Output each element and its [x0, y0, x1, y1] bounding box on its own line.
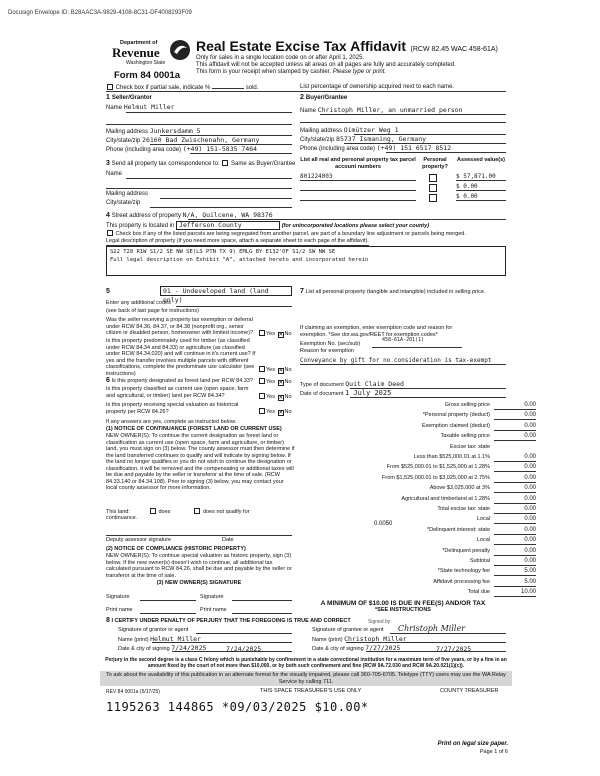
tax-row-label: Taxable selling price: [440, 433, 490, 440]
reason-label: Reason for exemption: [300, 348, 354, 354]
buyer-city-field[interactable]: 85737 Ismaning, Germany: [336, 135, 427, 143]
tax-row-value[interactable]: 0.00: [494, 496, 536, 504]
assessed-value-field[interactable]: $ 0.00: [456, 183, 506, 191]
county-select[interactable]: Jefferson County: [176, 221, 280, 230]
s5-q1-no[interactable]: [278, 332, 284, 338]
legal-line-2: Full legal description on Exhibit "A", attached hereto and incorporated herein: [110, 257, 369, 263]
grantee-date-field[interactable]: 7/27/2025: [365, 644, 401, 652]
see-instructions: *SEE INSTRUCTIONS: [375, 607, 431, 613]
s5-q2-no[interactable]: [278, 368, 284, 374]
exemption-claim: If claiming an exemption, enter exemption code and reason for exemption. *See dor.wa.gov/REET for exemption codes*: [300, 325, 453, 338]
minimum-due: A MINIMUM OF $10.00 IS DUE IN FEE(S) AND/OR TAX: [320, 600, 486, 607]
deputy-date-label: Date: [222, 537, 234, 543]
s6-q1-row: [106, 377, 260, 385]
grantee-name-label: Name (print): [312, 637, 343, 643]
form-title-row: [196, 38, 498, 56]
seller-name-label: Name: [106, 105, 123, 111]
personal-property-checkbox[interactable]: [429, 184, 437, 192]
tax-row-value[interactable]: 0.00: [494, 548, 536, 556]
continuance-label: continuance.: [106, 515, 138, 521]
section-7-no: 7: [300, 288, 304, 295]
no-label: No: [284, 409, 292, 415]
tax-row-value[interactable]: 0.00: [494, 558, 536, 566]
treasurer-space: THIS SPACE TREASURER'S USE ONLY: [260, 688, 362, 694]
tax-row-label: Subtotal: [469, 558, 490, 564]
section-8-no: 8: [106, 617, 110, 624]
tax-row-label: *Delinquent penalty: [442, 547, 490, 554]
seller-city-label: City/state/zip: [106, 138, 141, 144]
corr-name-label: Name: [106, 171, 123, 177]
accessibility-notice: To ask about the availability of this publication in an alternate format for the visually impaired, please call 360-705-6705. Teletype (TTY) users may use the WA Relay Service by calling 711.: [100, 671, 512, 686]
form-number: Form 84 0001a: [114, 70, 181, 81]
yes-label: Yes: [266, 379, 275, 385]
grantor-date-label: Date & city of signing: [118, 646, 170, 652]
logo-revenue: Revenue: [112, 45, 160, 60]
section-2-heading: [300, 94, 347, 102]
new-owner-signature-1: Signature: [106, 594, 130, 600]
revision: REV 84 0001a (5/17/25): [106, 689, 160, 695]
street-label: Street address of property: [111, 213, 181, 219]
parcel-number-field[interactable]: 801224003: [300, 173, 416, 181]
tax-row-label: *Personal property (deduct): [422, 412, 490, 419]
s5-q2-answer: [258, 366, 292, 374]
tax-row-value[interactable]: 5.00: [494, 568, 536, 576]
yes-label: Yes: [266, 394, 275, 400]
tax-row-value[interactable]: 0.00: [494, 464, 536, 472]
tax-row-label: Above $3,025,000 at 3%: [429, 485, 490, 492]
segregated-label: Check box if any of the listed parcels are being segregated from another parcel, are part of a boundary line adjustment or parcels being merged.: [115, 231, 466, 237]
section-4-no: 4: [106, 212, 110, 219]
personal-property-checkbox[interactable]: [429, 194, 437, 202]
same-as-buyer-label: Same as Buyer/Grantee: [231, 161, 296, 167]
grantee-signature[interactable]: Christoph Miller: [398, 624, 466, 633]
tax-row-label: Affidavit processing fee: [433, 578, 490, 585]
corr-city-label: City/state/zip: [106, 200, 141, 206]
tax-row-value[interactable]: 5.00: [494, 579, 536, 587]
s5-q2: Is this property predominately used for timber (as classified under RCW 84.34 and 84.33) or agriculture (as classified under RCW 84.34.020) and will continue in it's current use? If yes and the transfer involves multiple parcels with different classifications, complete the predominate use calculator (see instructions): [106, 338, 256, 377]
s6-q3-yes[interactable]: [259, 408, 265, 414]
seller-name-field[interactable]: Helmut Miller: [123, 103, 175, 111]
grantor-name-field[interactable]: Helmut Miller: [150, 635, 201, 643]
tax-row-value[interactable]: 0.00: [494, 475, 536, 483]
s6-q1-no[interactable]: [278, 380, 284, 386]
assessed-value-field[interactable]: $ 57,871.00: [456, 173, 506, 181]
tax-row-value[interactable]: 0.00: [494, 485, 536, 493]
section-6-no: 6: [106, 377, 110, 384]
s6-q3: Is this property receiving special valuation as historical property per RCW 84.26?: [106, 402, 239, 415]
s6-instructions: If any answers are yes, complete as instructed below.: [106, 419, 237, 425]
tax-row-label: Excise tax: state: [449, 443, 490, 450]
tax-row-value[interactable]: 0.00: [494, 527, 536, 535]
notice-2-title: (2) NOTICE OF COMPLIANCE (HISTORIC PROPERTY): [106, 546, 246, 552]
notice-1-body: NEW OWNER(S): To continue the current designation as forest land or classification as current use (open space, farm and agriculture, or timber) land, you must sign on (3) below. The county assessor must then determine if the land transferred continues to qualify and will indicate by signing below. If the land no longer qualifies or you do not wish to continue the designation or classification, it will be removed and the compensating or additional taxes will be due and payable by the seller or transferor at the time of sale. (RCW 84.33.140 or 84.34.108). Prior to signing (3) below, you may contact your local county assessor for more information.: [106, 433, 295, 491]
tax-row-label: Local: [476, 516, 490, 523]
no-label: No: [284, 367, 292, 373]
tax-row-value[interactable]: 0.00: [494, 433, 536, 441]
new-owner-print-2: Print name: [200, 607, 227, 613]
signed-by-label: Signed by:: [368, 619, 392, 625]
section-7-title: List all personal property (tangible and intangible) included in selling price.: [305, 289, 486, 295]
exemption-no-label: Exemption No. (sec/sub): [300, 341, 361, 347]
does-not-label: does not qualify for: [202, 509, 250, 515]
dor-swirl-icon: [168, 38, 192, 62]
treasurer-stamp: 1195263 144865 *09/03/2025 $10.00*: [106, 700, 369, 714]
assessed-col-header: Assessed value(s): [457, 157, 505, 163]
no-label: No: [284, 379, 292, 385]
header-line-3: [196, 69, 386, 76]
form-title: Real Estate Excise Tax Affidavit: [196, 38, 407, 54]
header-line-2: This affidavit will not be accepted unless all areas on all pages are fully and accurately completed.: [196, 62, 456, 68]
s6-q2-answer: [258, 393, 292, 401]
s6-q1-answer: [258, 378, 292, 386]
page-number: Page 1 of 6: [479, 749, 508, 755]
does-checkbox[interactable]: [150, 508, 156, 514]
certify-statement: I CERTIFY UNDER PENALTY OF PERJURY THAT THE FOREGOING IS TRUE AND CORRECT: [111, 618, 351, 624]
yes-label: Yes: [266, 367, 275, 373]
parcel-number-field[interactable]: [300, 183, 416, 191]
header-line-3b: Please type or print.: [332, 69, 387, 75]
perjury-notice: Perjury in the second degree is a class C felony which is punishable by confinement in a state correctional institution for a maximum term of five years, or by a fine in an amount fixed by the court of not more than $10,000, or by both such confinement and fine (RCW 9A.72.030 and RCW 9A.20.021(1)(c)).: [105, 657, 507, 669]
county-row: [106, 221, 429, 230]
envelope-id: Docusign Envelope ID: B28AAC3A-9829-4108-8C31-DF4008293F09: [8, 10, 192, 16]
tax-row-label: Agricultural and timberland at 1.28%: [401, 495, 490, 502]
reason-field[interactable]: Conveyance by gift for no consideration is tax-exempt: [300, 357, 492, 364]
this-land-label: This land:: [106, 509, 130, 515]
grantor-name-label: Name (print): [118, 637, 149, 643]
section-3-heading: [106, 160, 295, 168]
land-use-select[interactable]: 91 - Undeveloped land (land only): [160, 286, 292, 296]
sold-label: sold.: [245, 85, 259, 91]
street-field[interactable]: N/A, Quilcene, WA 98376: [182, 211, 273, 219]
tax-row-label: From $525,000.01 to $1,525,000 at 1.28%: [386, 464, 490, 471]
assessed-value-field[interactable]: $ 0.00: [456, 193, 506, 201]
local-rate: 0.0050: [374, 521, 393, 527]
logo-state: Washington State: [126, 60, 166, 66]
tax-row-label: Gross selling price: [444, 402, 490, 408]
certify-row: [106, 617, 351, 625]
yes-label: Yes: [266, 409, 275, 415]
tax-row-label: From $1,525,000.01 to $3,025,000 at 2.75%: [382, 474, 490, 481]
s5-q1-answer: [258, 330, 292, 338]
seller-city-field[interactable]: 26160 Bad Zwischenahn, Germany: [142, 136, 260, 144]
grantee-date-field-2[interactable]: 7/27/2025: [436, 645, 472, 653]
logo-dept: Department of: [120, 40, 158, 46]
tax-row-value[interactable]: 0.00: [494, 423, 536, 431]
notice-1-title: (1) NOTICE OF CONTINUANCE (FOREST LAND OR CURRENT USE): [106, 426, 282, 432]
doc-type-label: Type of document: [300, 382, 344, 388]
additional-codes-note: (see back of last page for instructions): [106, 308, 199, 314]
tax-row-value[interactable]: 0.00: [494, 412, 536, 420]
buyer-mailing-label: Mailing address: [300, 128, 343, 134]
notice-2-body: NEW OWNER(S): To continue special valuation as historic property, sign (3) below. If the new owner(s) doesn't wish to continue, all additional tax calculated pursuant to RCW 84.26, shall be due and payable by the seller or transferor at the time of sale.: [106, 553, 292, 579]
buyer-name-label: Name: [300, 108, 317, 114]
tax-row-value[interactable]: 0.00: [494, 454, 536, 462]
parcel-number-field[interactable]: [300, 193, 416, 201]
additional-codes-label: Enter any additional codes: [106, 300, 171, 306]
buyer-mailing-field[interactable]: Oimützer Weg 1: [343, 126, 399, 134]
section-1-title: Seller/Grantor: [111, 95, 152, 101]
notice-3-title: (3) NEW OWNER(S) SIGNATURE: [156, 580, 242, 586]
s6-q1-yes[interactable]: [259, 378, 265, 384]
tax-row-value[interactable]: 0.00: [494, 402, 536, 410]
grantor-date-field-2[interactable]: 7/24/2025: [226, 645, 262, 653]
county-note: (for unincorporated locations please select your county): [281, 223, 430, 229]
tax-row-label: Less than $525,000.01 at 1.1%: [413, 454, 490, 460]
doc-type-field[interactable]: Quit Claim Deed: [345, 380, 404, 388]
s6-q2-yes[interactable]: [259, 393, 265, 399]
buyer-name-field[interactable]: Christoph Miller, an unmarried person: [317, 106, 463, 114]
section-3-no: 3: [106, 160, 110, 167]
segregated-checkbox[interactable]: [107, 230, 113, 236]
seller-phone-label: Phone (including area code): [106, 147, 182, 153]
exemption-no-row: [300, 341, 360, 348]
tax-row-label: *Delinquent interest: state: [427, 526, 490, 533]
s6-q1: Is this property designated as forest land per RCW 84.33?: [111, 378, 253, 384]
s5-q1-yes[interactable]: [259, 330, 265, 336]
new-owner-print-1: Print name: [106, 607, 133, 613]
legal-label: Legal description of property (if you need more space, attach a separate sheet to each page of the affidavit).: [106, 238, 369, 244]
section-1-heading: [106, 94, 152, 102]
legal-size-note: Print on legal size paper.: [437, 741, 508, 747]
s5-q2-yes[interactable]: [259, 366, 265, 372]
legal-line-1: S22 T28 R1W S1/2 SE NW SE(LS PTN TX 9) EMLG BY E132'OF S1/2 SW NW SE: [110, 249, 336, 255]
no-label: No: [284, 331, 292, 337]
yes-label: Yes: [266, 331, 275, 337]
dor-logo: [112, 34, 192, 84]
seller-phone-field[interactable]: (+49) 151-5835 7464: [182, 145, 258, 153]
same-as-buyer-checkbox[interactable]: [222, 160, 228, 166]
exemption-no-field[interactable]: 458-61A-201(1): [382, 337, 425, 343]
section-7-row: [300, 288, 506, 296]
partial-pct-field[interactable]: [212, 88, 244, 89]
tax-row-value[interactable]: 0.00: [494, 537, 536, 545]
grantor-signature-label: Signature of grantor or agent: [118, 627, 189, 633]
partial-sale-label: Check box if partial sale, indicate %: [115, 85, 211, 91]
doc-date-label: Date of document: [300, 391, 344, 397]
s5-q1: Was the seller receiving a property tax exemption or deferral under RCW 84.36, 84.37, or 84.38 (nonprofit org., senior citizen or disabled person, homeowner with limited income)?: [106, 317, 254, 336]
tax-row-label: Total excise tax: state: [437, 506, 490, 512]
tax-row-label: *State technology fee: [437, 568, 490, 575]
s6-q2-no[interactable]: [278, 395, 284, 401]
section-3-title: Send all property tax correspondence to:: [111, 161, 220, 167]
section-2-no: 2: [300, 94, 304, 101]
section-2-title: Buyer/Grantee: [305, 95, 348, 101]
legal-description-field[interactable]: [106, 246, 506, 276]
seller-mailing-label: Mailing address: [106, 129, 149, 135]
header-line-1: Only for sales in a single location code on or after April 1, 2025.: [196, 55, 365, 61]
personal-col-header: Personal property?: [422, 157, 448, 170]
does-label: does: [158, 509, 171, 515]
seller-name-row: [106, 104, 292, 112]
section-5-no: 5: [106, 288, 110, 295]
section-1-no: 1: [106, 94, 110, 101]
segregated-row: [106, 230, 466, 238]
grantor-date-field[interactable]: 7/24/2025: [171, 644, 207, 652]
tax-row-label: Exemption claimed (deduct): [421, 422, 490, 429]
grantee-date-label: Date & city of signing: [312, 646, 364, 652]
seller-mailing-field[interactable]: Junkersdamm 5: [149, 127, 201, 135]
county-label: This property is located in: [106, 223, 175, 229]
deputy-signature-label: Deputy assessor signature: [106, 537, 172, 543]
s6-q2: Is this property classified as current use (open space, farm and agricultural, or timber) land per RCW 84.34?: [106, 386, 249, 399]
county-treasurer: COUNTY TREASURER: [440, 688, 499, 694]
partial-sale-checkbox[interactable]: [107, 84, 113, 90]
tax-row-label: Local: [476, 537, 490, 544]
s6-q3-answer: [258, 408, 292, 416]
tax-row-value[interactable]: 10.00: [494, 589, 536, 597]
new-owner-signature-2: Signature: [200, 594, 224, 600]
corr-mailing-label: Mailing address: [106, 191, 149, 197]
buyer-phone-label: Phone (including area code): [300, 146, 376, 152]
buyer-phone-field[interactable]: (+49) 151 6517 8512: [376, 144, 452, 152]
header-line-3a: This form is your receipt when stamped by cashier.: [196, 69, 332, 75]
does-not-checkbox[interactable]: [194, 508, 200, 514]
personal-property-checkbox[interactable]: [429, 174, 437, 182]
tax-row-value[interactable]: 0.00: [494, 506, 536, 514]
grantee-name-field[interactable]: Christoph Miller: [344, 635, 407, 643]
tax-row-value[interactable]: 0.00: [494, 516, 536, 524]
no-label: No: [284, 394, 292, 400]
buyer-city-label: City/state/zip: [300, 137, 335, 143]
parcel-col-header: List all real and personal property tax parcel account numbers: [300, 157, 416, 170]
grantee-signature-label: Signature of grantee or agent: [312, 627, 384, 633]
tax-row-label: Total due: [467, 589, 490, 596]
s6-q3-no[interactable]: [278, 410, 284, 416]
list-percentage: List percentage of ownership acquired next to each name.: [300, 84, 455, 90]
form-rcw: (RCW 82.45 WAC 458-61A): [410, 46, 498, 53]
doc-date-field[interactable]: 1 July 2025: [344, 389, 392, 397]
